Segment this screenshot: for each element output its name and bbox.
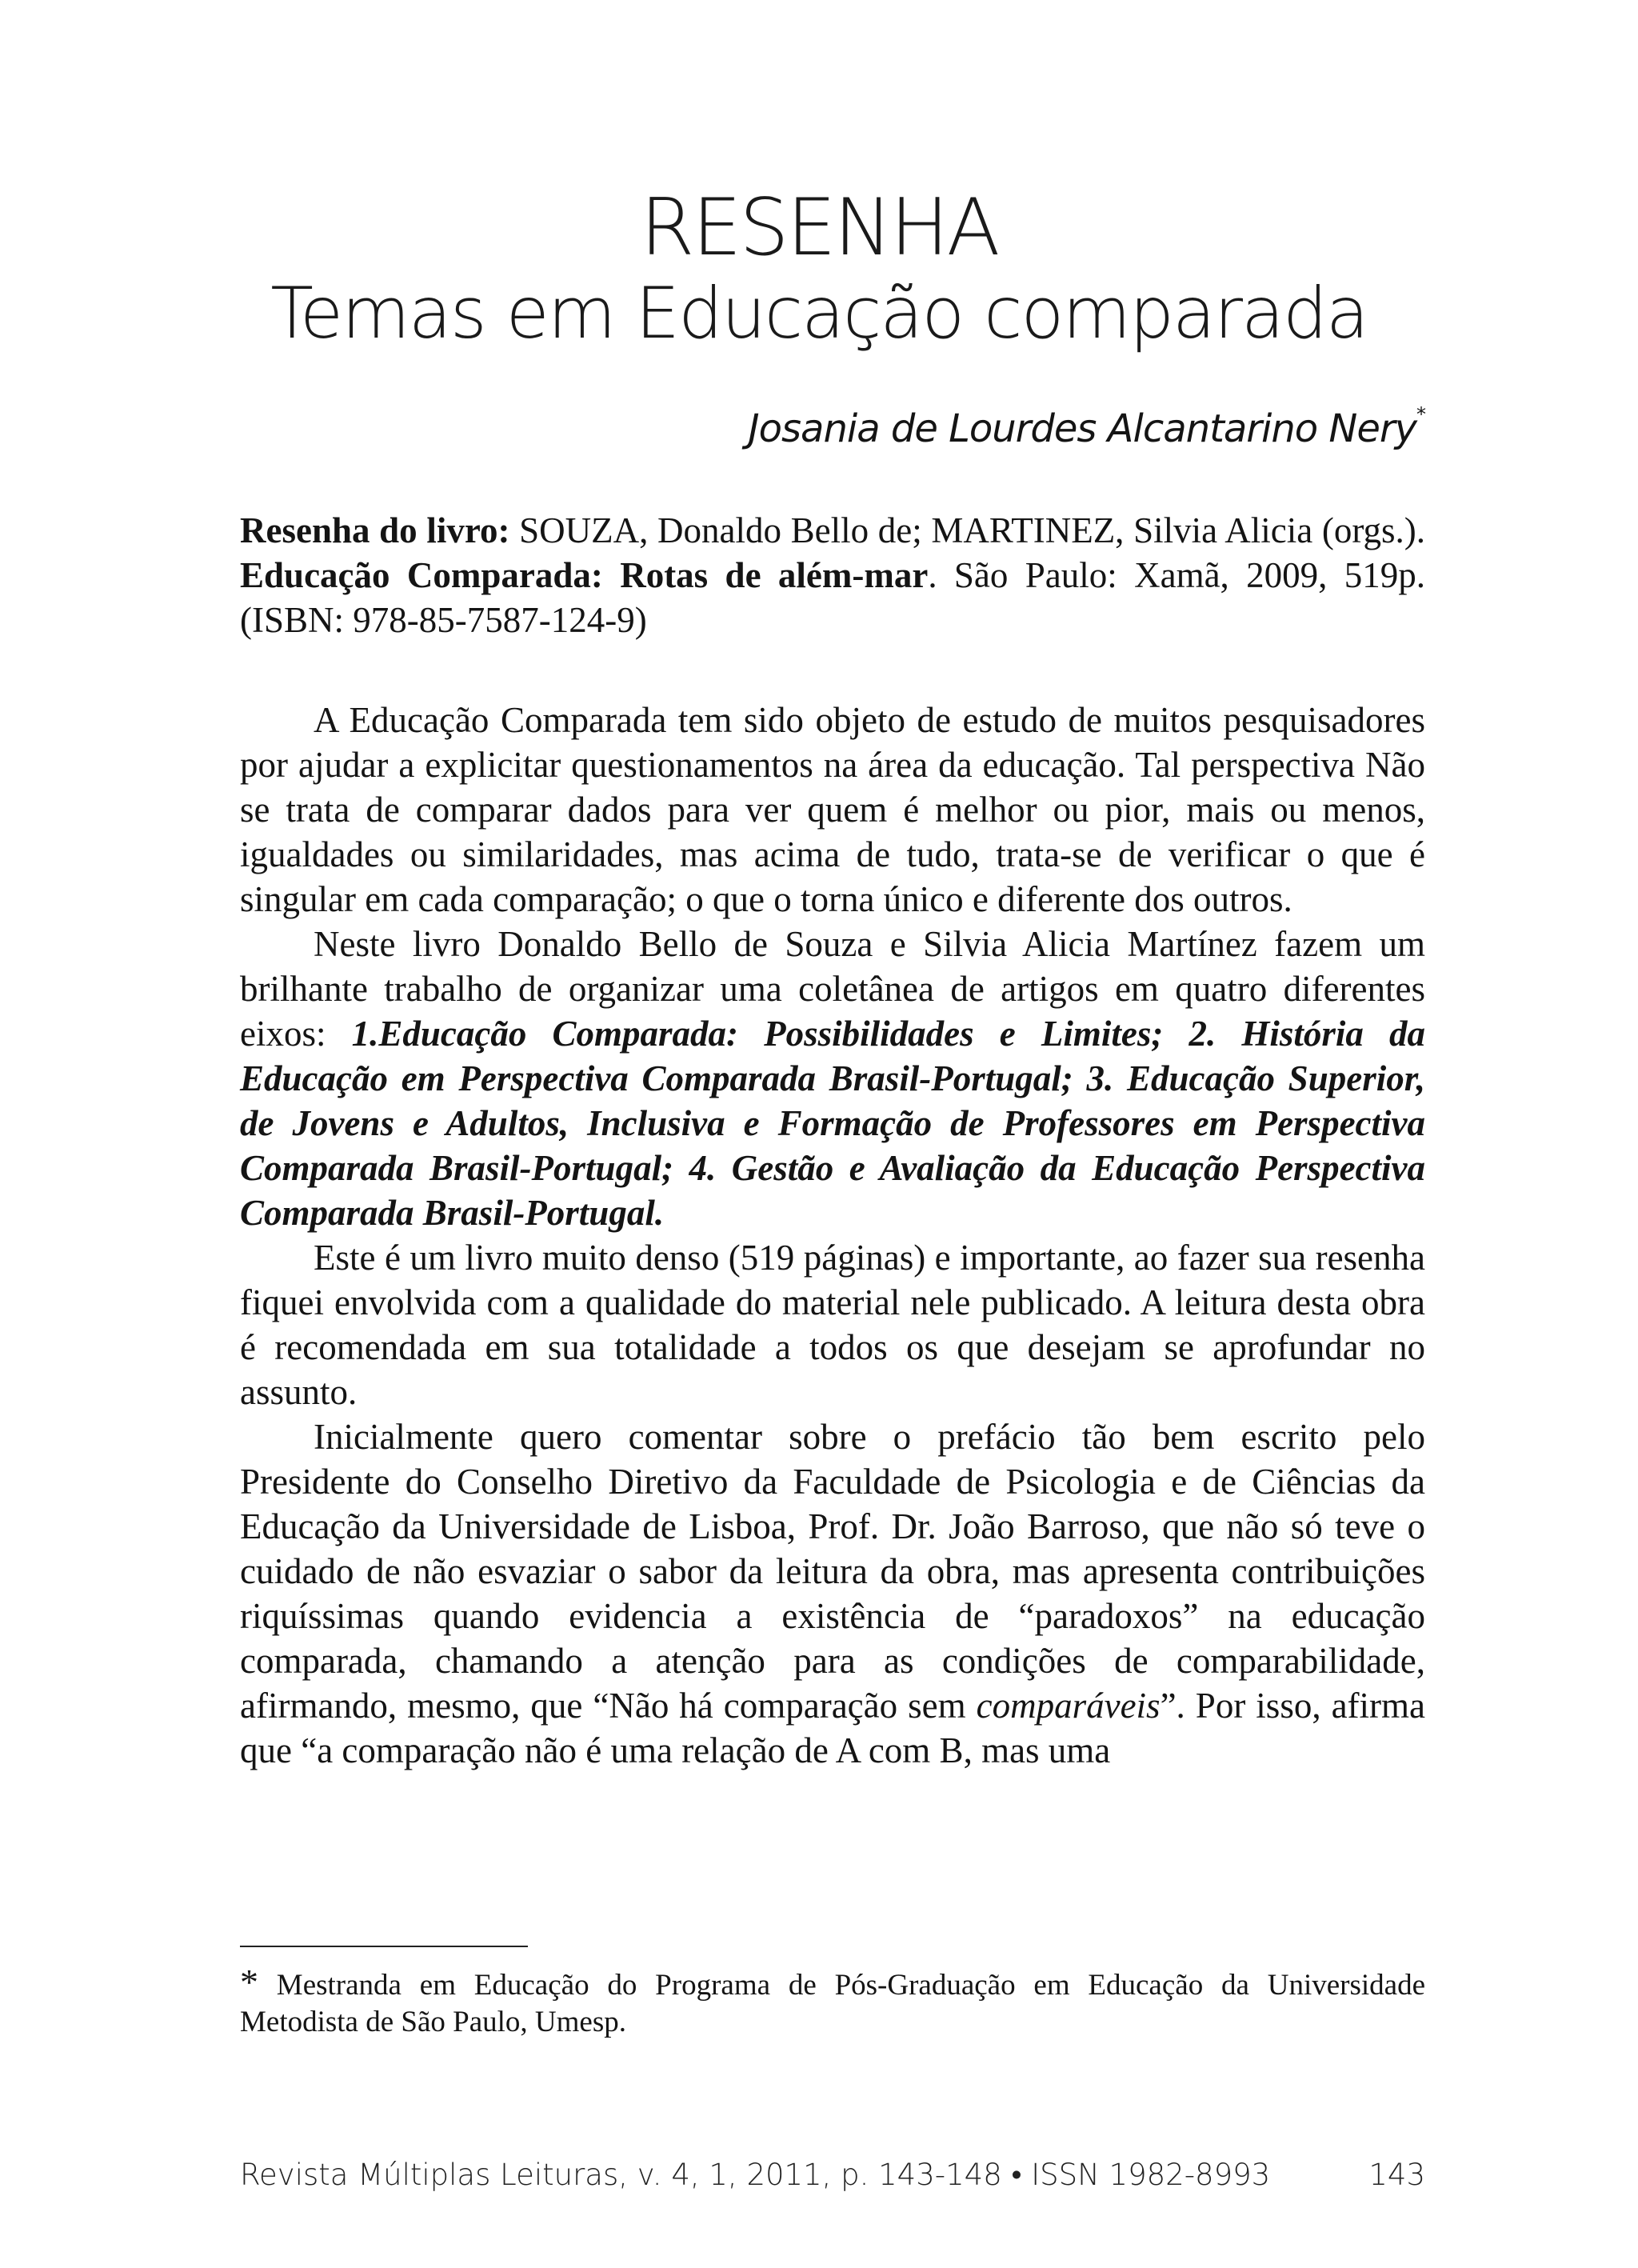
journal-citation: Revista Múltiplas Leituras, v. 4, 1, 2011, p. 143-148 • ISSN 1982-8993 bbox=[240, 2158, 1271, 2192]
article-body bbox=[240, 698, 1425, 1773]
paragraph-2 bbox=[240, 922, 1425, 1235]
paragraph-2-intro: Neste livro Donaldo Bello de Souza e Silvia Alicia Martínez fazem um brilhante trabalho de organizar uma coletânea de artigos em quatro diferentes eixos: bbox=[240, 924, 1425, 1054]
reference-label: Resenha do livro: bbox=[240, 510, 510, 550]
footnote bbox=[240, 1964, 1425, 2041]
page-footer bbox=[240, 2158, 1425, 2192]
paragraph-4-part-b: ”. Por isso, afirma que “a comparação não é uma relação de A com B, mas uma bbox=[240, 1686, 1425, 1770]
paragraph-3: Este é um livro muito denso (519 páginas) e importante, ao fazer sua resenha fiquei envolvida com a qualidade do material nele publicado. A leitura desta obra é recomendada em sua totalidade a todos os que desejam se aprofundar no assunto. bbox=[240, 1238, 1425, 1412]
paragraph-4 bbox=[240, 1414, 1425, 1773]
author-footnote-mark: * bbox=[1416, 403, 1425, 426]
reference-book-title: Educação Comparada: Rotas de além-mar bbox=[240, 555, 929, 595]
reference-authors: SOUZA, Donaldo Bello de; MARTINEZ, Silvia Alicia (orgs.). bbox=[509, 510, 1425, 550]
footnote-text: Mestranda em Educação do Programa de Pós-Graduação em Educação da Universidade Metodista de São Paulo, Umesp. bbox=[240, 1969, 1425, 2038]
paragraph-1: A Educação Comparada tem sido objeto de estudo de muitos pesquisadores por ajudar a explicitar questionamentos na área da educação. Tal perspectiva Não se trata de comparar dados para ver quem é melhor ou pior, mais ou menos, igualdades ou similaridades, mas acima de tudo, trata-se de verificar o que é singular em cada comparação; o que o torna único e diferente dos outros. bbox=[240, 700, 1425, 919]
author-name: Josania de Lourdes Alcantarino Nery bbox=[748, 406, 1416, 451]
paragraph-4-italic: comparáveis bbox=[976, 1686, 1161, 1726]
paragraph-4-part-a: Inicialmente quero comentar sobre o prefácio tão bem escrito pelo Presidente do Conselho Diretivo da Faculdade de Psicologia e de Ciências da Educação da Universidade de Lisboa, Prof. Dr. João Barroso, que não só teve o cuidado de não esvaziar o sabor da leitura da obra, mas apresenta contribuições riquíssimas quando evidencia a existência de “paradoxos” na educação comparada, chamando a atenção para as condições de comparabilidade, afirmando, mesmo, que “Não há comparação sem bbox=[240, 1417, 1425, 1726]
article-title: Temas em Educação comparada bbox=[270, 272, 1368, 354]
section-title: RESENHA bbox=[640, 182, 998, 274]
footnote-mark: * bbox=[240, 1962, 258, 2002]
page-number: 143 bbox=[1368, 2158, 1425, 2192]
author-byline bbox=[748, 403, 1426, 451]
footnote-divider bbox=[240, 1946, 528, 1947]
paragraph-2-axes: 1.Educação Comparada: Possibilidades e Limites; 2. História da Educação em Perspectiva Comparada Brasil-Portugal; 3. Educação Superior, de Jovens e Adultos, Inclusiva e Formação de Professores em Perspectiva Comparada Brasil-Portugal; 4. Gestão e Avaliação da Educação Perspectiva Comparada Brasil-Portugal. bbox=[240, 1014, 1425, 1233]
reference-publication: . São Paulo: Xamã, 2009, 519p. (ISBN: 978-85-7587-124-9) bbox=[240, 555, 1425, 640]
book-reference bbox=[240, 508, 1425, 642]
